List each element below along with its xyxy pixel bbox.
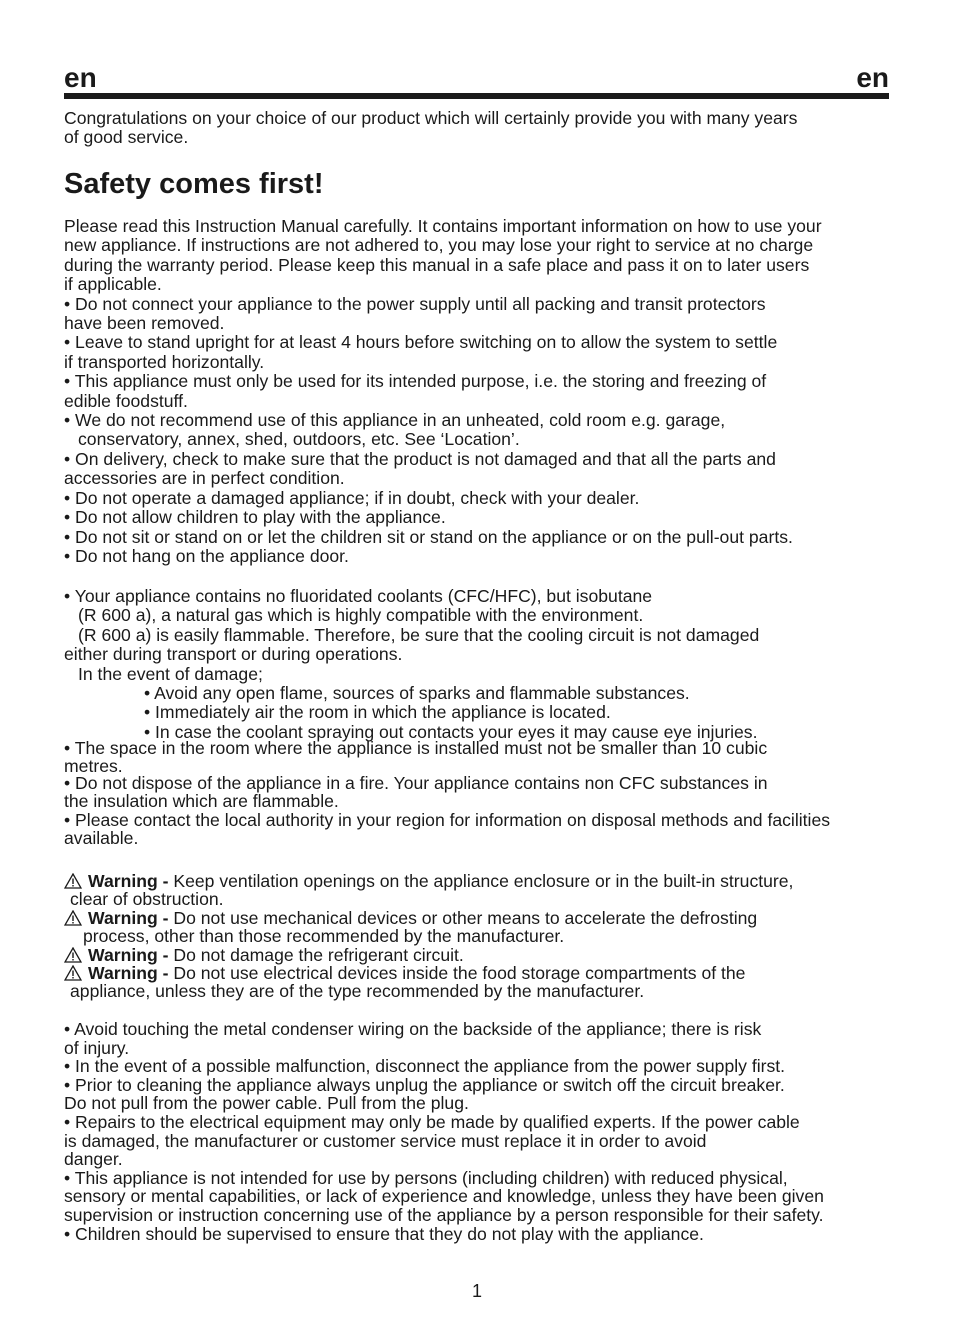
text-line: • Repairs to the electrical equipment may only be made by qualified experts. If the power cable [64,1111,800,1132]
safety-section-2 [64,587,894,849]
text-line: • Leave to stand upright for at least 4 hours before switching on to allow the system to settle [64,332,778,353]
text-line: • Do not sit or stand on or let the children sit or stand on the appliance or on the pull-out parts. [64,526,793,547]
warning-text: clear of obstruction. [70,889,224,910]
text-line: accessories are in perfect condition. [64,468,345,489]
language-label-left: en [64,62,97,93]
warning-line [64,946,894,964]
text-line: • Prior to cleaning the appliance always unplug the appliance or switch off the circuit breaker. [64,1074,785,1095]
warnings-section [64,872,894,1001]
text-line: of good service. [64,127,189,148]
warning-triangle-icon [64,910,82,926]
text-line: sensory or mental capabilities, or lack of experience and knowledge, unless they have been given [64,1186,824,1207]
text-line: • Immediately air the room in which the appliance is located. [144,702,611,723]
text-line: conservatory, annex, shed, outdoors, etc. See ‘Location’. [78,429,520,450]
intro-paragraph [64,109,894,148]
text-line: either during transport or during operations. [64,644,403,665]
text-line: danger. [64,1149,123,1170]
text-line: • On delivery, check to make sure that the product is not damaged and that all the parts and [64,448,776,469]
text-line: • This appliance must only be used for its intended purpose, i.e. the storing and freezing of [64,371,767,392]
text-line: • Do not hang on the appliance door. [64,545,349,566]
header-rule [64,93,889,99]
text-line: available. [64,828,139,849]
warning-line [64,872,894,890]
text-line: Congratulations on your choice of our product which will certainly provide you with many years [64,108,798,128]
text-line: if applicable. [64,274,162,295]
warning-line [64,964,894,982]
text-line: metres. [64,755,123,776]
text-line: • This appliance is not intended for use by persons (including children) with reduced physical, [64,1167,788,1188]
text-line: • In the event of a possible malfunction, disconnect the appliance from the power supply first. [64,1056,786,1077]
text-line: • Do not connect your appliance to the power supply until all packing and transit protectors [64,293,766,314]
text-line: • Avoid touching the metal condenser wiring on the backside of the appliance; there is risk [64,1019,762,1039]
warning-triangle-icon [64,965,82,981]
text-line: new appliance. If instructions are not adhered to, you may lose your right to service at no charge [64,235,814,256]
text-line: edible foodstuff. [64,390,188,411]
warning-label: Warning - [88,963,169,984]
text-line: Do not pull from the power cable. Pull from the plug. [64,1093,469,1114]
warning-label: Warning - [88,944,169,965]
warning-line [64,909,894,927]
warning-text: appliance, unless they are of the type recommended by the manufacturer. [70,981,645,1002]
text-line: have been removed. [64,313,225,334]
text-line: Please read this Instruction Manual carefully. It contains important information on how to use your [64,216,822,236]
text-line: In the event of damage; [78,663,263,684]
text-line: • We do not recommend use of this appliance in an unheated, cold room e.g. garage, [64,410,726,431]
warning-triangle-icon [64,947,82,963]
warning-text: Keep ventilation openings on the appliance enclosure or in the built-in structure, [173,871,794,891]
safety-section-1 [64,217,894,566]
text-line: • Please contact the local authority in your region for information on disposal methods and facilities [64,809,831,830]
text-line: of injury. [64,1037,130,1058]
text-line: • Children should be supervised to ensure that they do not play with the appliance. [64,1223,704,1244]
text-line: during the warranty period. Please keep this manual in a safe place and pass it on to later users [64,254,810,275]
warning-label: Warning - [88,871,169,891]
warning-label: Warning - [88,907,169,928]
text-line: • Do not operate a damaged appliance; if in doubt, check with your dealer. [64,487,640,508]
safety-section-3 [64,1020,894,1243]
text-line: is damaged, the manufacturer or customer service must replace it in order to avoid [64,1130,707,1151]
text-line: the insulation which are flammable. [64,791,339,812]
text-line: • Your appliance contains no fluoridated coolants (CFC/HFC), but isobutane [64,586,653,606]
text-line: supervision or instruction concerning use of the appliance by a person responsible for their safety. [64,1204,824,1225]
page-number: 1 [471,1281,482,1301]
warning-text: Do not damage the refrigerant circuit. [173,944,464,965]
warning-text: Do not use mechanical devices or other means to accelerate the defrosting [173,907,758,928]
text-line: • The space in the room where the appliance is installed must not be smaller than 10 cubic [64,738,768,759]
text-line: if transported horizontally. [64,351,265,372]
text-line: (R 600 a), a natural gas which is highly compatible with the environment. [78,605,644,626]
warning-text: Do not use electrical devices inside the food storage compartments of the [173,963,746,984]
language-label-right: en [856,62,889,93]
text-line: • Avoid any open flame, sources of sparks and flammable substances. [144,683,690,704]
warning-triangle-icon [64,873,82,889]
warning-text: process, other than those recommended by the manufacturer. [83,926,565,947]
text-line: • Do not dispose of the appliance in a fire. Your appliance contains non CFC substances in [64,773,768,794]
text-line: • Do not allow children to play with the appliance. [64,507,446,528]
text-line: • In case the coolant spraying out contacts your eyes it may cause eye injuries. [144,721,758,742]
page-title: Safety comes first! [64,168,324,200]
text-line: (R 600 a) is easily flammable. Therefore, be sure that the cooling circuit is not damaged [78,624,760,645]
